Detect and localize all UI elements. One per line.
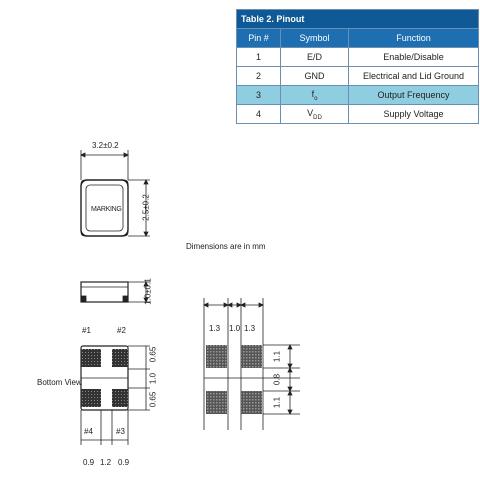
dimensions-note: Dimensions are in mm [186, 242, 266, 251]
marking-label: MARKING [91, 206, 122, 213]
bottom-vdim-2: 1.0 [148, 372, 158, 385]
header-function: Function [349, 29, 479, 48]
side-view [81, 282, 150, 302]
bottom-vdim-1: 0.65 [148, 346, 158, 363]
pin1-label: #1 [82, 326, 91, 335]
cell-function: Output Frequency [349, 86, 479, 105]
pin2-label: #2 [117, 326, 126, 335]
top-width-label: 3.2±0.2 [92, 141, 119, 150]
top-view [81, 150, 150, 236]
cell-function: Enable/Disable [349, 48, 479, 67]
header-pin: Pin # [237, 29, 281, 48]
cell-symbol: $f_o$ [281, 86, 349, 105]
cell-symbol: GND [281, 67, 349, 86]
land-pattern [204, 298, 300, 430]
land-vdim-1: 1.1 [272, 350, 282, 363]
table-title: Table 2. Pinout [237, 10, 479, 29]
bottom-vdim-3: 0.65 [148, 391, 158, 408]
side-height-label: 1.0±0.1 [143, 278, 153, 305]
land-vdim-2: 0.8 [272, 373, 282, 386]
land-hdim-3: 1.3 [244, 324, 256, 333]
header-symbol: Symbol [281, 29, 349, 48]
cell-symbol: $V_{DD}$ [281, 105, 349, 124]
land-hdim-1: 1.3 [209, 324, 221, 333]
bottom-hdim-1: 0.9 [83, 458, 95, 467]
cell-pin: 4 [237, 105, 281, 124]
land-hdim-2: 1.0 [229, 324, 241, 333]
cell-pin: 2 [237, 67, 281, 86]
bottom-view-label: Bottom View [37, 378, 82, 387]
cell-pin: 1 [237, 48, 281, 67]
bottom-hdim-2: 1.2 [100, 458, 112, 467]
bottom-hdim-3: 0.9 [118, 458, 130, 467]
top-height-label: 2.5±0.2 [141, 194, 151, 221]
land-vdim-3: 1.1 [272, 396, 282, 409]
pin3-label: #3 [116, 427, 125, 436]
pin4-label: #4 [84, 427, 93, 436]
cell-symbol: E/D [281, 48, 349, 67]
cell-function: Electrical and Lid Ground [349, 67, 479, 86]
cell-pin: 3 [237, 86, 281, 105]
cell-function: Supply Voltage [349, 105, 479, 124]
